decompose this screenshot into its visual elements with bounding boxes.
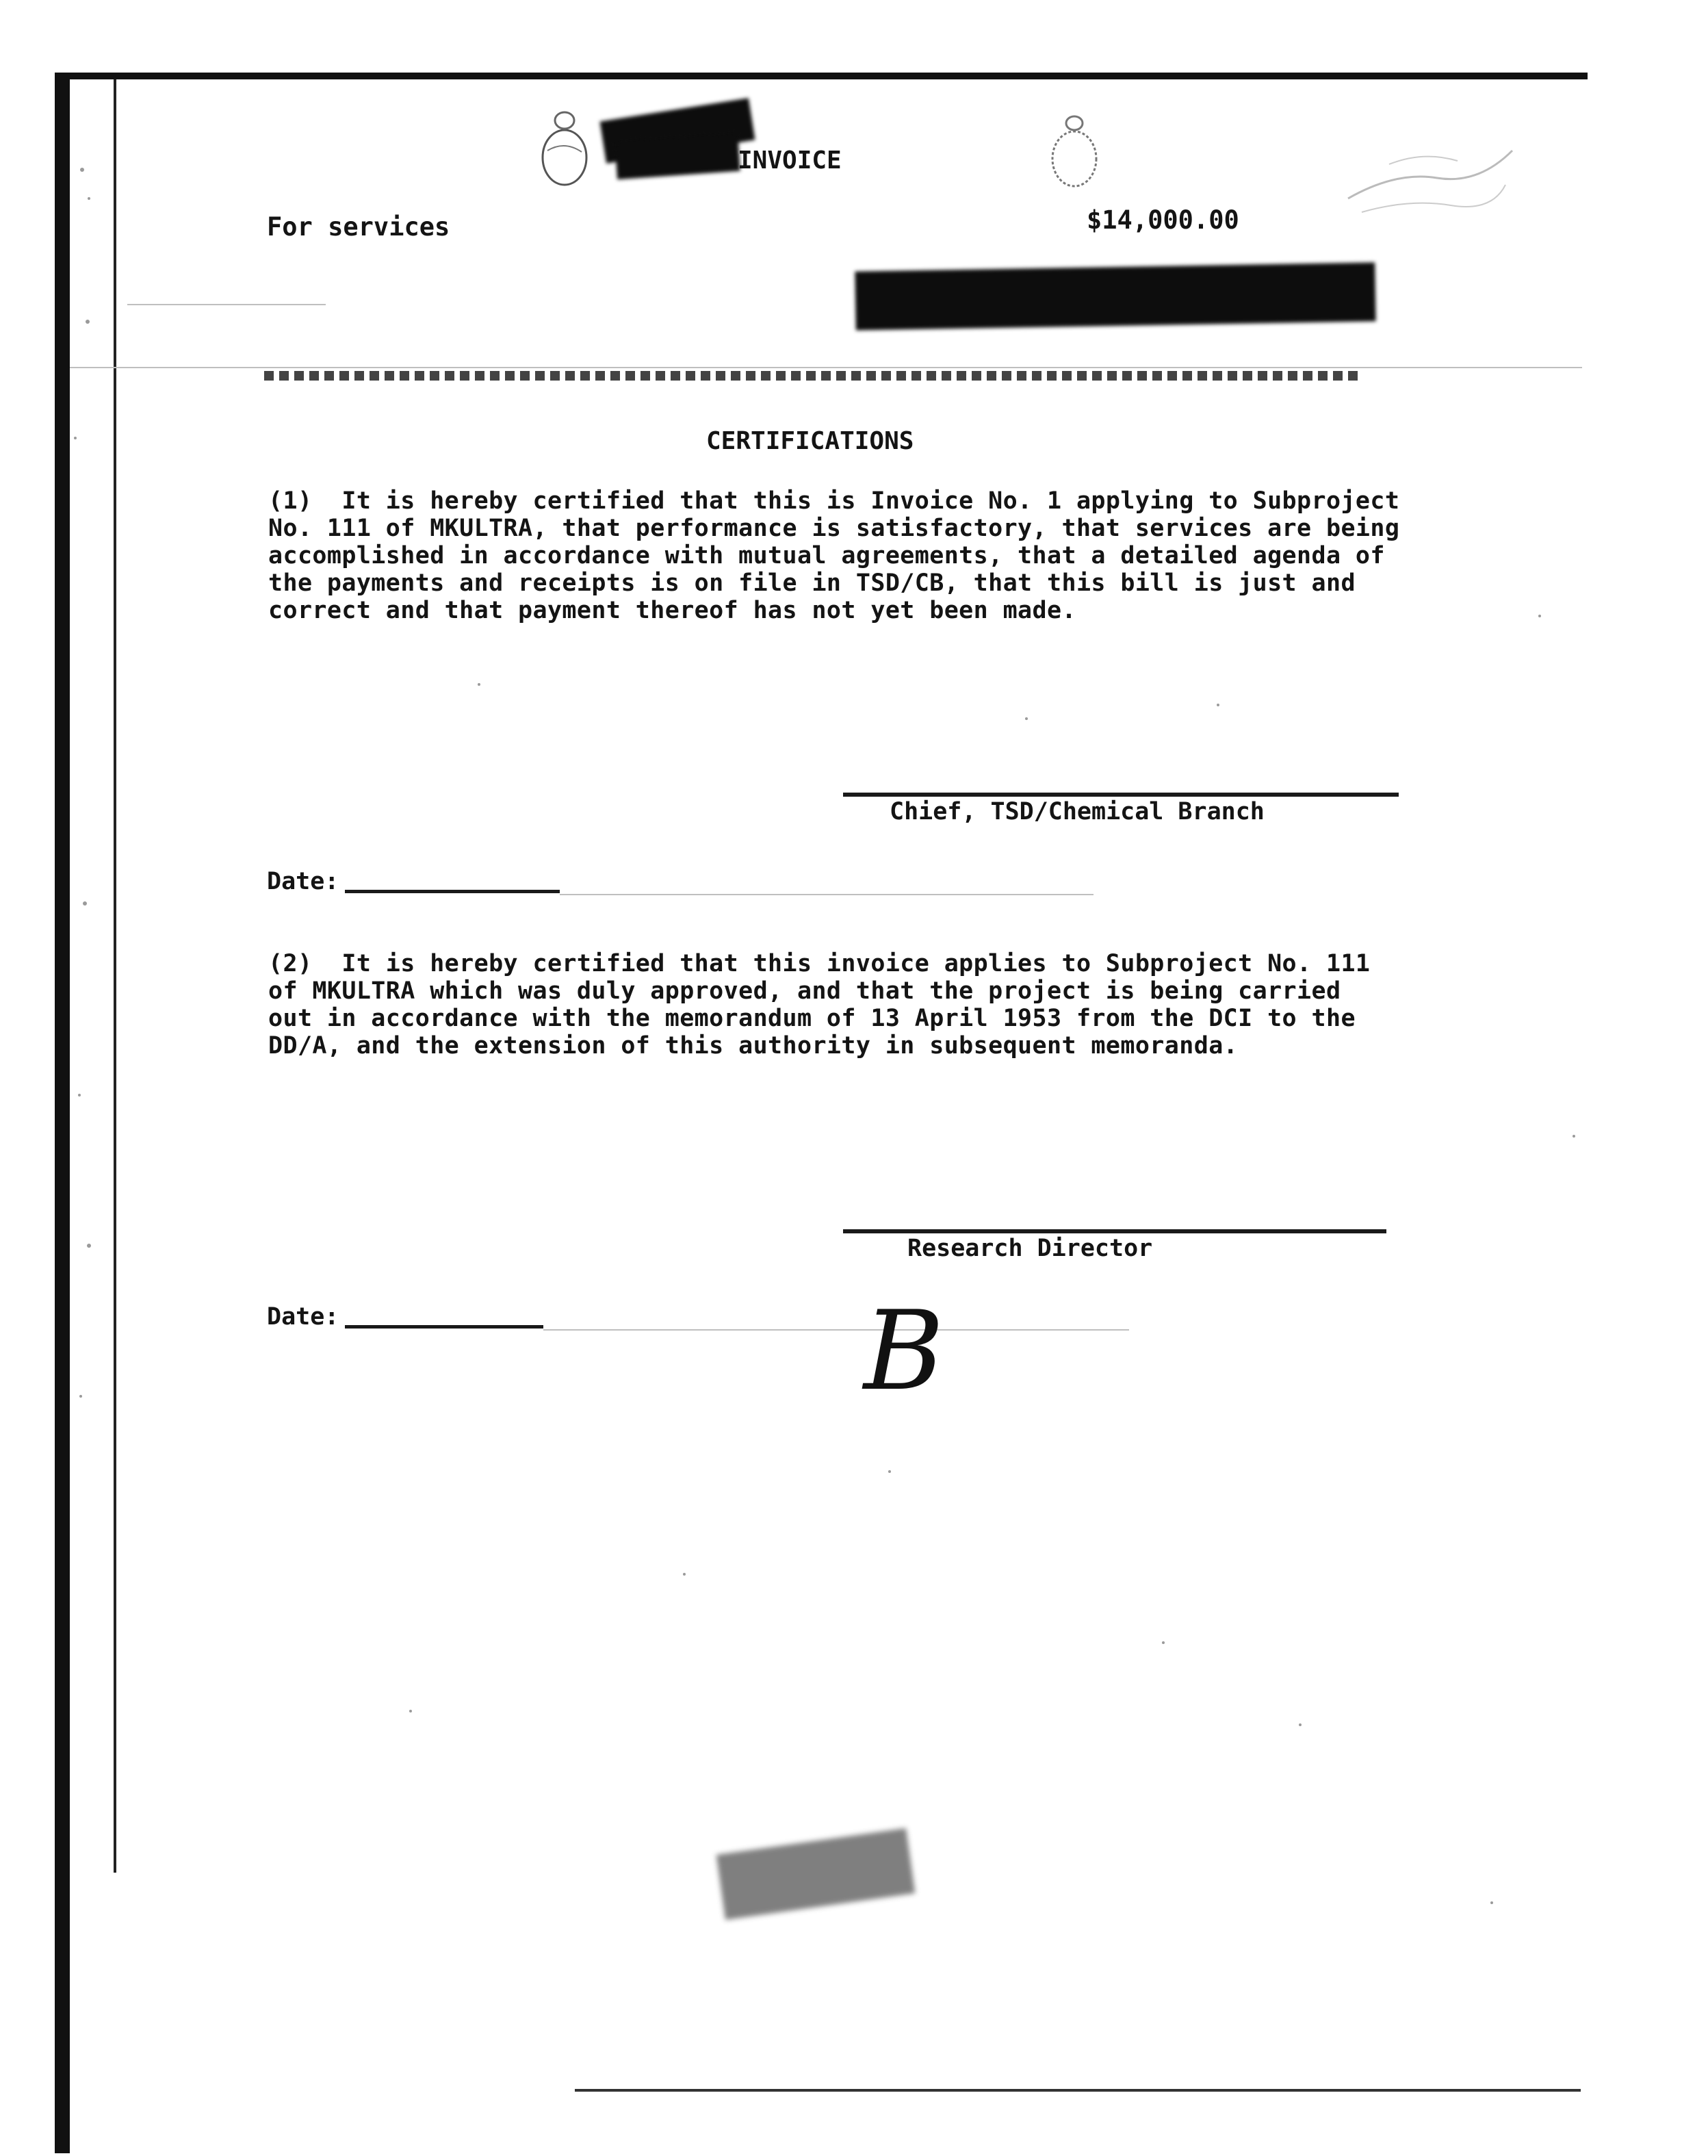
- invoice-title: INVOICE: [738, 146, 842, 175]
- cert2-line: (2) It is hereby certified that this invoice applies to Subproject No. 111: [268, 950, 1371, 977]
- cert2-line: DD/A, and the extension of this authority in subsequent memoranda.: [268, 1032, 1239, 1060]
- invoice-amount: $14,000.00: [1087, 205, 1239, 235]
- cert1-line: correct and that payment thereof has not yet been made.: [268, 597, 1076, 624]
- signer1-title: Chief, TSD/Chemical Branch: [890, 798, 1265, 825]
- cert2-line: of MKULTRA which was duly approved, and that the project is being carried: [268, 977, 1341, 1005]
- certifications-heading: CERTIFICATIONS: [706, 427, 914, 455]
- signer2-title: Research Director: [907, 1235, 1153, 1262]
- cert1-line: the payments and receipts is on file in TSD/CB, that this bill is just and: [268, 569, 1356, 597]
- cert1-line: No. 111 of MKULTRA, that performance is satisfactory, that services are being: [268, 515, 1400, 542]
- cert1-line: accomplished in accordance with mutual agreements, that a detailed agenda of: [268, 542, 1385, 569]
- cert1-line: (1) It is hereby certified that this is Invoice No. 1 applying to Subproject: [268, 487, 1400, 515]
- date2-label: Date:: [267, 1303, 339, 1331]
- handwritten-mark: B: [864, 1287, 944, 1415]
- date1-label: Date:: [267, 868, 339, 895]
- for-services-label: For services: [267, 212, 450, 242]
- cert2-line: out in accordance with the memorandum of 13 April 1953 from the DCI to the: [268, 1005, 1356, 1032]
